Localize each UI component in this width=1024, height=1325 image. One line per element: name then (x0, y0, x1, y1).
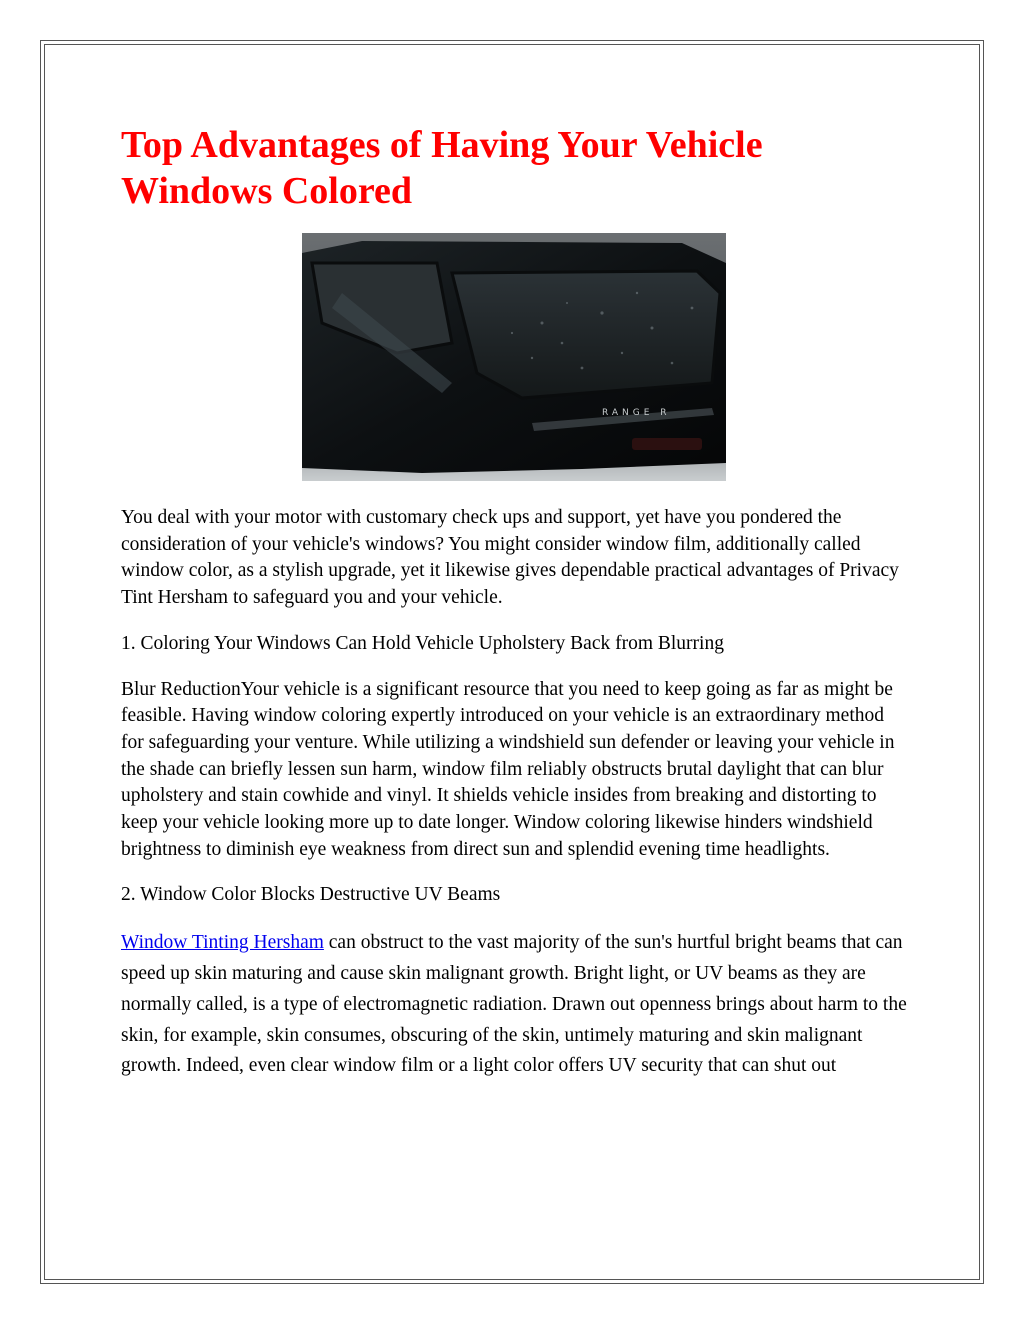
car-rear-window-photo (302, 233, 726, 481)
window-tinting-link[interactable]: Window Tinting Hersham (121, 932, 324, 954)
article-body (121, 505, 911, 1082)
uv-paragraph-text: can obstruct to the vast majority of the sun's hurtful bright beams that can speed up skin maturing and cause skin malignant growth. Bright light, or UV beams as they are normally called, is a type of electromagnetic radiation. Drawn out openness brings about harm to the skin, for example, skin consumes, obscuring of the skin, untimely maturing and skin malignant growth. Indeed, even clear window film or a light color offers UV security that can shut out (121, 932, 907, 1077)
section-heading-2: 2. Window Color Blocks Destructive UV Beams (121, 884, 501, 906)
uv-paragraph (121, 928, 911, 1082)
section-heading-1: 1. Coloring Your Windows Can Hold Vehicle Upholstery Back from Blurring (121, 632, 724, 654)
intro-paragraph: You deal with your motor with customary check ups and support, yet have you pondered the consideration of your vehicle's windows? You might consider window film, additionally called window color, as a stylish upgrade, yet it likewise gives dependable practical advantages of Privacy Tint Hersham to safeguard you and your vehicle. (121, 507, 899, 609)
rear-badge-text: RANGE R (602, 408, 671, 418)
blur-reduction-paragraph: Blur ReductionYour vehicle is a significant resource that you need to keep going as far as might be feasible. Having window coloring expertly introduced on your vehicle is an extraordinary method for safeguarding your venture. While utilizing a windshield sun defender or leaving your vehicle in the shade can briefly lessen sun harm, window film reliably obstructs brutal daylight that can blur upholstery and stain cowhide and vinyl. It shields vehicle insides from breaking and distorting to keep your vehicle looking more up to date longer. Window coloring likewise hinders windshield brightness to diminish eye weakness from direct sun and splendid evening time headlights. (121, 678, 895, 860)
page-title: Top Advantages of Having Your Vehicle Windows Colored (121, 124, 763, 212)
